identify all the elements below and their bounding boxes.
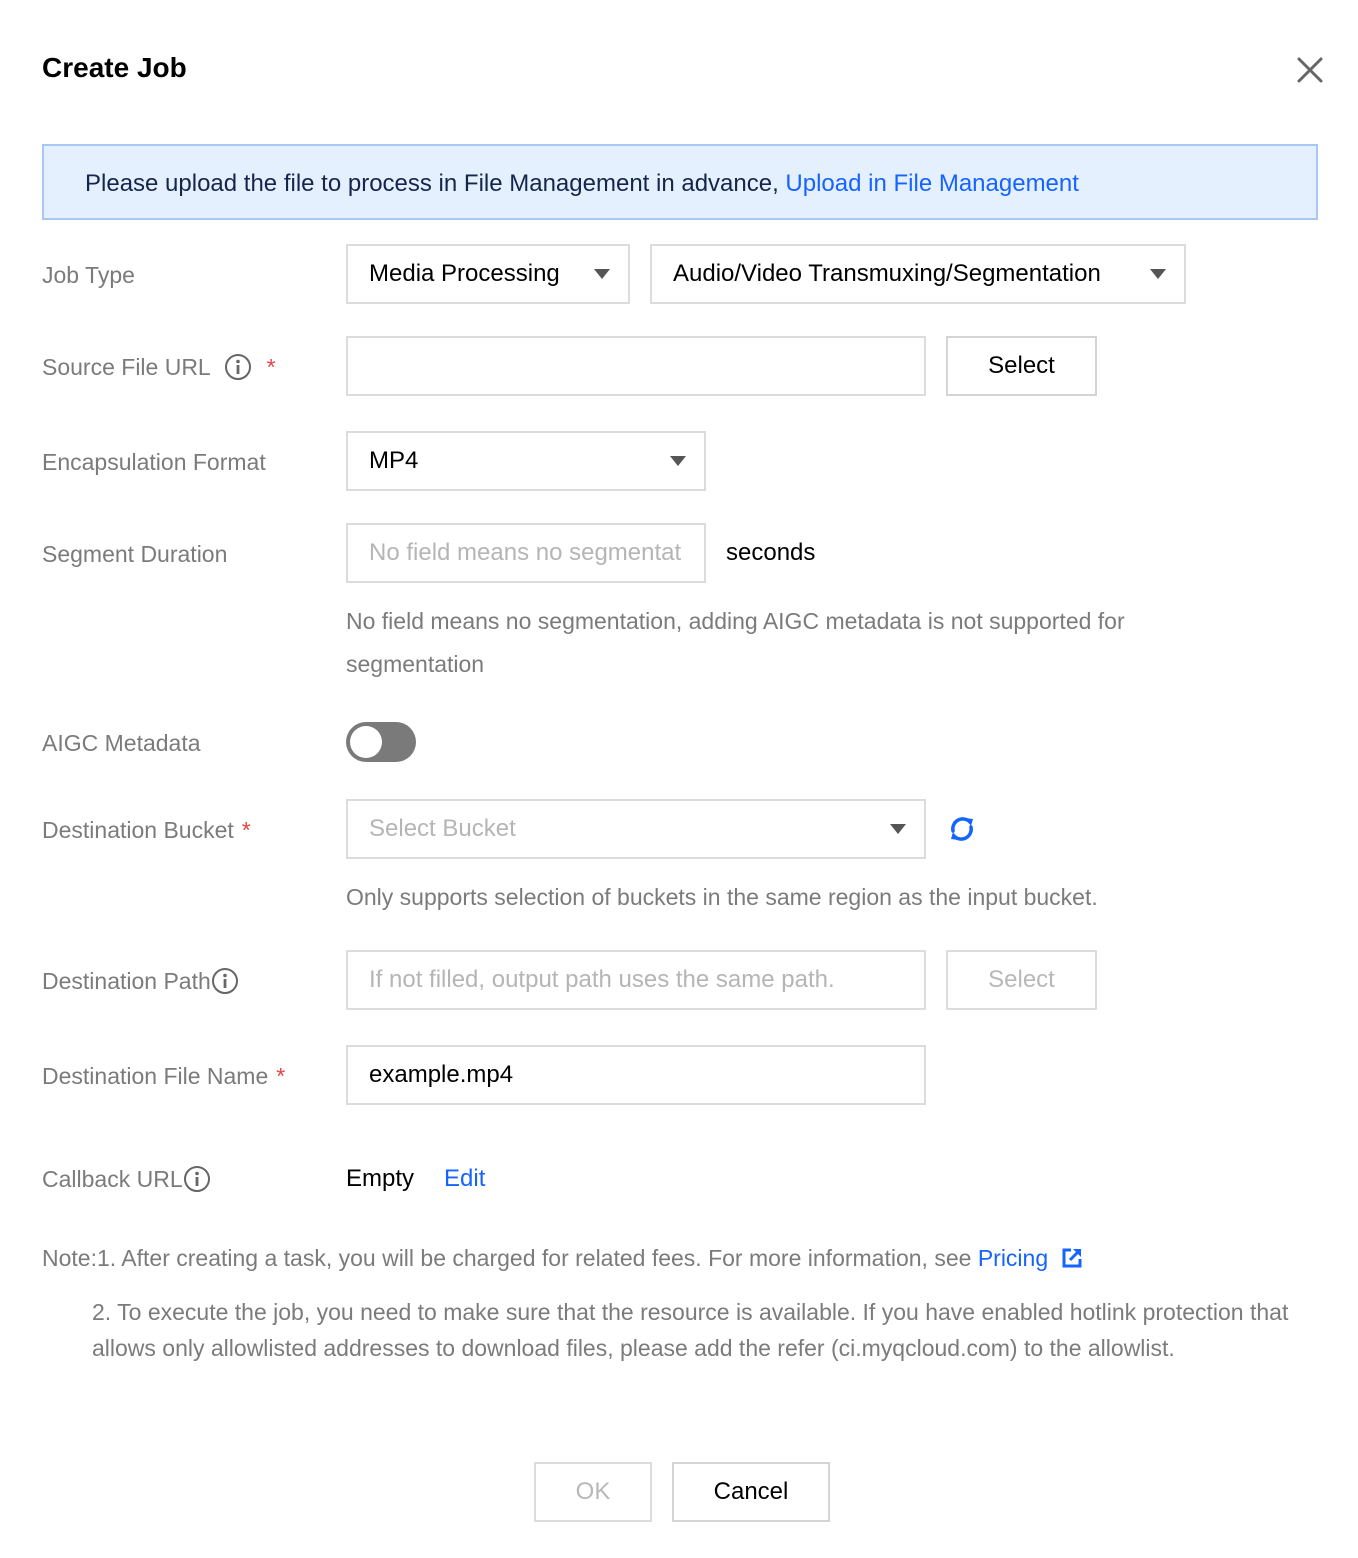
- callback-url-label-text: Callback URL: [42, 1166, 183, 1192]
- job-category-select[interactable]: [346, 244, 630, 304]
- dest-filename-label: [42, 1061, 285, 1091]
- job-subtype-value: Audio/Video Transmuxing/Segmentation: [673, 260, 1101, 287]
- dest-path-label-text: Destination Path: [42, 968, 211, 994]
- segment-duration-placeholder: No field means no segmentat: [369, 539, 682, 566]
- dest-filename-value: example.mp4: [369, 1061, 514, 1088]
- pricing-link[interactable]: Pricing: [977, 1245, 1049, 1271]
- dest-filename-input[interactable]: [346, 1045, 926, 1105]
- refresh-icon[interactable]: [946, 813, 978, 845]
- ok-button[interactable]: OK: [534, 1462, 652, 1522]
- encapsulation-label: Encapsulation Format: [42, 449, 266, 475]
- dest-bucket-placeholder: Select Bucket: [369, 815, 516, 842]
- encapsulation-value: MP4: [369, 447, 419, 474]
- dest-path-placeholder: If not filled, output path uses the same path.: [369, 966, 835, 993]
- note-prefix: Note:: [42, 1245, 97, 1271]
- note-line-1-text: 1. After creating a task, you will be charged for related fees. For more information, see: [96, 1245, 978, 1271]
- callback-url-value: Empty: [346, 1165, 415, 1192]
- note-line-1: [42, 1240, 1083, 1276]
- dest-bucket-label-text: Destination Bucket: [42, 817, 234, 843]
- source-url-label-text: Source File URL: [42, 354, 210, 380]
- seconds-unit: seconds: [726, 539, 816, 566]
- dialog-title: Create Job: [42, 52, 187, 83]
- segment-hint: No field means no segmentation, adding AIGC metadata is not supported for segmentation: [346, 608, 1125, 677]
- info-icon[interactable]: [183, 1165, 211, 1193]
- required-marker: *: [276, 1063, 286, 1089]
- upload-file-management-link[interactable]: Upload in File Management: [785, 170, 1079, 197]
- dest-bucket-select[interactable]: [346, 799, 926, 859]
- info-icon[interactable]: [211, 967, 239, 995]
- dest-path-label: [42, 966, 239, 997]
- note-line-2: 2. To execute the job, you need to make sure that the resource is available. If you have enabled hotlink protection that allows only allowlisted addresses to download files, please add the refer (ci.myqcloud.com) to the allowlist.: [92, 1299, 1289, 1361]
- aigc-metadata-label: AIGC Metadata: [42, 730, 201, 756]
- callback-url-label: [42, 1164, 211, 1195]
- external-link-icon[interactable]: [1061, 1247, 1083, 1269]
- chevron-down-icon: [670, 456, 686, 466]
- callback-edit-link[interactable]: Edit: [444, 1165, 486, 1192]
- source-select-button[interactable]: Select: [946, 336, 1097, 396]
- job-type-label: Job Type: [42, 262, 135, 288]
- dest-filename-label-text: Destination File Name: [42, 1063, 269, 1089]
- close-icon[interactable]: [1294, 54, 1326, 86]
- aigc-metadata-toggle[interactable]: [346, 722, 416, 762]
- cancel-button[interactable]: Cancel: [672, 1462, 830, 1522]
- banner-text: Please upload the file to process in File Management in advance,: [85, 170, 786, 197]
- chevron-down-icon: [1150, 269, 1166, 279]
- toggle-knob: [350, 726, 382, 758]
- dest-bucket-hint: Only supports selection of buckets in the same region as the input bucket.: [346, 884, 1098, 910]
- chevron-down-icon: [890, 824, 906, 834]
- source-url-input[interactable]: [346, 336, 926, 396]
- dest-bucket-label: [42, 815, 251, 845]
- segment-duration-input[interactable]: [346, 523, 706, 583]
- info-icon[interactable]: [224, 353, 252, 381]
- dest-path-select-button[interactable]: Select: [946, 950, 1097, 1010]
- chevron-down-icon: [594, 269, 610, 279]
- required-marker: *: [266, 354, 276, 380]
- info-banner: [42, 144, 1318, 220]
- job-category-value: Media Processing: [369, 260, 560, 287]
- encapsulation-select[interactable]: [346, 431, 706, 491]
- source-url-label: [42, 352, 276, 383]
- required-marker: *: [241, 817, 251, 843]
- job-subtype-select[interactable]: [650, 244, 1186, 304]
- segment-duration-label: Segment Duration: [42, 541, 228, 567]
- dest-path-input[interactable]: [346, 950, 926, 1010]
